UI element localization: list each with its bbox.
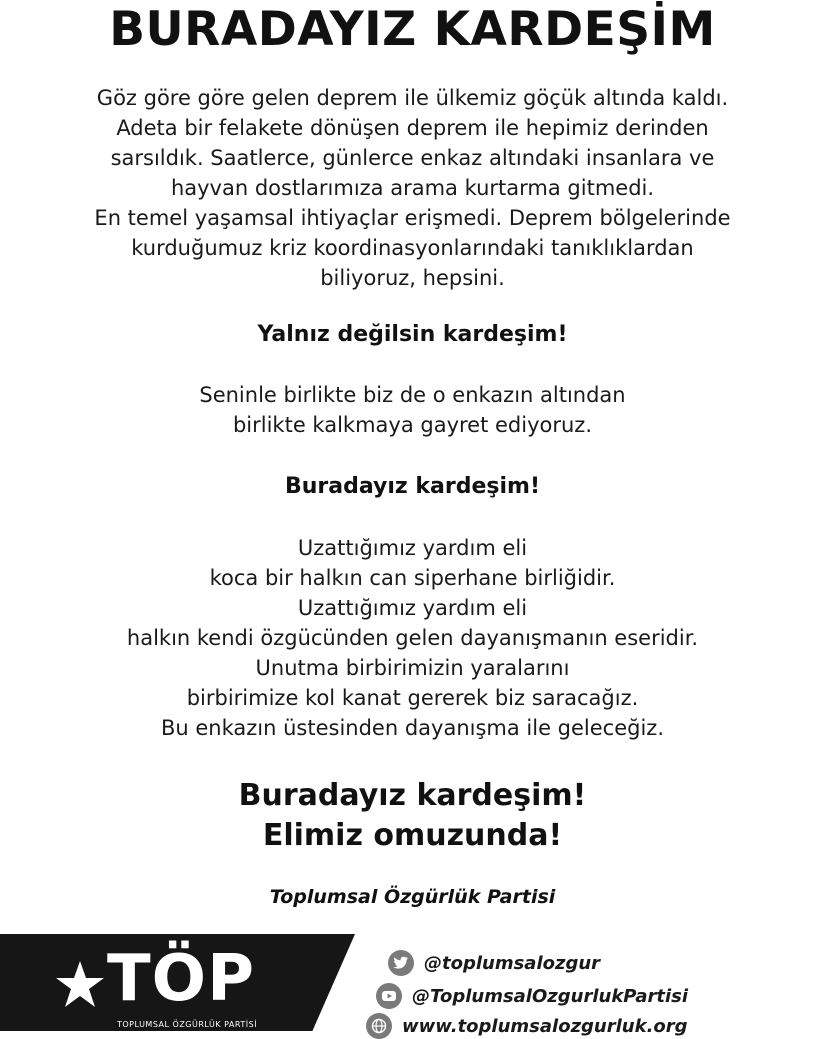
twitter-handle[interactable]: @toplumsalozgur	[424, 952, 601, 974]
para-line: birlikte kalkmaya gayret ediyoruz.	[232, 413, 593, 437]
twitter-handle-row[interactable]	[388, 950, 600, 976]
intro-line: kurduğumuz kriz koordinasyonlarındaki tanıklıklardan	[131, 236, 694, 260]
para-line: Uzattığımız yardım eli	[297, 536, 528, 560]
para-line: birbirimize kol kanat gererek biz saracağız.	[186, 686, 639, 710]
intro-paragraph	[20, 83, 805, 293]
youtube-handle[interactable]: @ToplumsalOzgurlukPartisi	[412, 985, 689, 1007]
page-title: BURADAYIZ KARDEŞİM	[109, 2, 716, 57]
intro-line: sarsıldık. Saatlerce, günlerce enkaz altındaki insanlara ve	[110, 146, 715, 170]
twitter-icon	[388, 950, 414, 976]
website-row[interactable]	[366, 1013, 688, 1039]
para-line: Uzattığımız yardım eli	[297, 596, 528, 620]
heading-buradayiz: Buradayız kardeşim!	[285, 474, 540, 499]
para-line: Bu enkazın üstesinden dayanışma ile geleceğiz.	[160, 716, 665, 740]
para-line: Unutma birbirimizin yaralarını	[255, 656, 570, 680]
third-paragraph	[20, 533, 805, 743]
website-link[interactable]: www.toplumsalozgurluk.org	[402, 1015, 688, 1037]
intro-line: Adeta bir felakete dönüşen deprem ile hepimiz derinden	[116, 116, 709, 140]
logo-text: TÖP	[107, 942, 255, 1016]
party-signature: Toplumsal Özgürlük Partisi	[269, 886, 556, 908]
closing-line-2: Elimiz omuzunda!	[262, 818, 563, 853]
para-line: Seninle birlikte biz de o enkazın altından	[199, 383, 626, 407]
youtube-icon	[376, 983, 402, 1009]
closing-line-1: Buradayız kardeşim!	[238, 778, 587, 813]
second-paragraph	[20, 380, 805, 440]
intro-line: Göz göre göre gelen deprem ile ülkemiz göçük altında kaldı.	[96, 86, 729, 110]
intro-line: En temel yaşamsal ihtiyaçlar erişmedi. Deprem bölgelerinde	[94, 206, 731, 230]
logo-subtitle: TOPLUMSAL ÖZGÜRLÜK PARTİSİ	[117, 1020, 258, 1029]
star-icon	[55, 959, 105, 1009]
globe-icon	[366, 1013, 392, 1039]
heading-yalniz-degilsin: Yalnız değilsin kardeşim!	[257, 322, 568, 347]
youtube-handle-row[interactable]	[376, 983, 688, 1009]
intro-line: hayvan dostlarımıza arama kurtarma gitmedi.	[170, 176, 655, 200]
para-line: halkın kendi özgücünden gelen dayanışmanın eseridir.	[126, 626, 699, 650]
para-line: koca bir halkın can siperhane birliğidir.	[209, 566, 616, 590]
intro-line: biliyoruz, hepsini.	[320, 266, 505, 290]
